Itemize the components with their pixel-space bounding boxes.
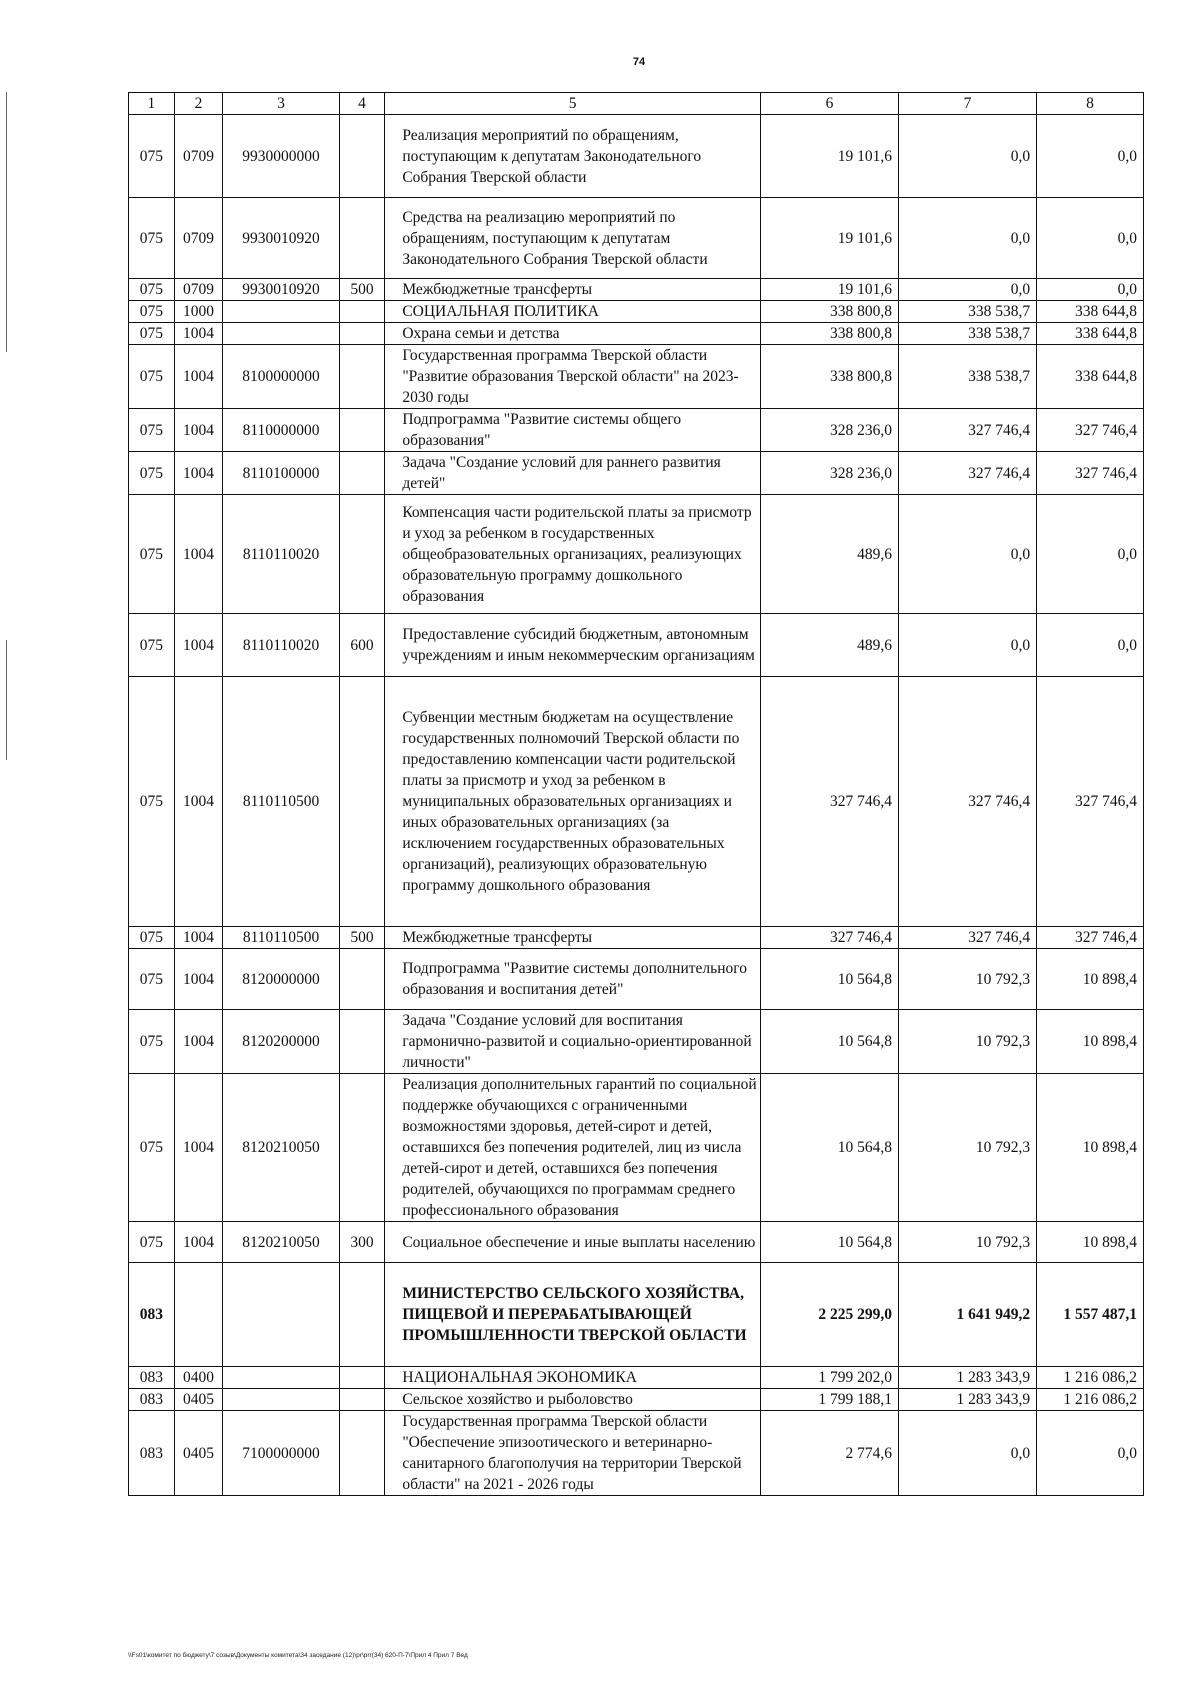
cell-amount-year2: 327 746,4 xyxy=(899,927,1037,949)
cell-expense-type xyxy=(339,115,385,198)
cell-amount-year3: 0,0 xyxy=(1037,198,1144,279)
table-row xyxy=(129,1010,1144,1074)
budget-table-body xyxy=(129,93,1144,1496)
cell-ved-code: 083 xyxy=(129,1411,175,1496)
table-row xyxy=(129,115,1144,198)
cell-amount-year3: 10 898,4 xyxy=(1037,1074,1144,1222)
cell-name: Субвенции местным бюджетам на осуществление государственных полномочий Тверской области по предоставлению компенсации части родительской платы за присмотр и уход за ребенком в муниципальных образовательных организациях и иных образовательных организациях (за исключением государственных образовательных организаций), реализующих образовательную программу дошкольного образования xyxy=(385,677,761,927)
cell-amount-year1: 327 746,4 xyxy=(761,677,899,927)
cell-amount-year3: 10 898,4 xyxy=(1037,1222,1144,1263)
cell-amount-year1: 338 800,8 xyxy=(761,301,899,323)
cell-amount-year1: 19 101,6 xyxy=(761,198,899,279)
cell-target-code xyxy=(223,1367,339,1389)
cell-name: Социальное обеспечение и иные выплаты населению xyxy=(385,1222,761,1263)
cell-amount-year3: 327 746,4 xyxy=(1037,927,1144,949)
cell-amount-year2: 0,0 xyxy=(899,198,1037,279)
cell-ved-code: 075 xyxy=(129,452,175,495)
cell-section-code: 1004 xyxy=(174,495,223,614)
cell-amount-year1: 338 800,8 xyxy=(761,345,899,409)
cell-amount-year2: 338 538,7 xyxy=(899,323,1037,345)
cell-expense-type xyxy=(339,301,385,323)
cell-amount-year3: 1 216 086,2 xyxy=(1037,1367,1144,1389)
table-row xyxy=(129,345,1144,409)
cell-section-code: 1004 xyxy=(174,1222,223,1263)
cell-name: Предоставление субсидий бюджетным, автономным учреждениям и иным некоммерческим организациям xyxy=(385,614,761,677)
cell-name: Сельское хозяйство и рыболовство xyxy=(385,1389,761,1411)
cell-amount-year3: 1 557 487,1 xyxy=(1037,1263,1144,1367)
column-header: 5 xyxy=(385,93,761,115)
cell-amount-year3: 0,0 xyxy=(1037,1411,1144,1496)
cell-amount-year3: 0,0 xyxy=(1037,495,1144,614)
cell-expense-type: 500 xyxy=(339,927,385,949)
cell-amount-year1: 489,6 xyxy=(761,495,899,614)
budget-table xyxy=(128,92,1144,1496)
column-header: 1 xyxy=(129,93,175,115)
cell-name: Охрана семьи и детства xyxy=(385,323,761,345)
cell-name: Компенсация части родительской платы за присмотр и уход за ребенком в государственных общеобразовательных организациях, реализующих образовательную программу дошкольного образования xyxy=(385,495,761,614)
cell-ved-code: 075 xyxy=(129,677,175,927)
column-header: 8 xyxy=(1037,93,1144,115)
cell-target-code: 8120200000 xyxy=(223,1010,339,1074)
cell-amount-year1: 19 101,6 xyxy=(761,115,899,198)
table-row xyxy=(129,1222,1144,1263)
cell-ved-code: 075 xyxy=(129,1074,175,1222)
cell-section-code: 0709 xyxy=(174,115,223,198)
cell-ved-code: 075 xyxy=(129,1222,175,1263)
cell-name: Средства на реализацию мероприятий по обращениям, поступающим к депутатам Законодательного Собрания Тверской области xyxy=(385,198,761,279)
cell-target-code xyxy=(223,1263,339,1367)
cell-amount-year3: 327 746,4 xyxy=(1037,677,1144,927)
cell-name: Реализация мероприятий по обращениям, поступающим к депутатам Законодательного Собрания Тверской области xyxy=(385,115,761,198)
cell-name: СОЦИАЛЬНАЯ ПОЛИТИКА xyxy=(385,301,761,323)
cell-amount-year1: 489,6 xyxy=(761,614,899,677)
cell-expense-type xyxy=(339,1367,385,1389)
cell-amount-year3: 1 216 086,2 xyxy=(1037,1389,1144,1411)
cell-ved-code: 075 xyxy=(129,1010,175,1074)
cell-amount-year3: 327 746,4 xyxy=(1037,409,1144,452)
cell-section-code: 0709 xyxy=(174,279,223,301)
cell-name: МИНИСТЕРСТВО СЕЛЬСКОГО ХОЗЯЙСТВА, ПИЩЕВОЙ И ПЕРЕРАБАТЫВАЮЩЕЙ ПРОМЫШЛЕННОСТИ ТВЕРСКОЙ ОБЛАСТИ xyxy=(385,1263,761,1367)
cell-name: Подпрограмма "Развитие системы дополнительного образования и воспитания детей" xyxy=(385,949,761,1010)
cell-ved-code: 075 xyxy=(129,927,175,949)
table-row xyxy=(129,409,1144,452)
cell-name: Задача "Создание условий для раннего развития детей" xyxy=(385,452,761,495)
cell-amount-year2: 0,0 xyxy=(899,1411,1037,1496)
table-row xyxy=(129,949,1144,1010)
cell-name: Подпрограмма "Развитие системы общего образования" xyxy=(385,409,761,452)
cell-amount-year2: 10 792,3 xyxy=(899,1074,1037,1222)
cell-section-code: 1004 xyxy=(174,677,223,927)
cell-ved-code: 083 xyxy=(129,1367,175,1389)
cell-target-code: 8110100000 xyxy=(223,452,339,495)
cell-ved-code: 075 xyxy=(129,301,175,323)
cell-amount-year3: 338 644,8 xyxy=(1037,345,1144,409)
cell-amount-year3: 338 644,8 xyxy=(1037,301,1144,323)
cell-expense-type: 600 xyxy=(339,614,385,677)
cell-target-code xyxy=(223,301,339,323)
cell-section-code: 1004 xyxy=(174,409,223,452)
cell-ved-code: 075 xyxy=(129,614,175,677)
cell-expense-type xyxy=(339,323,385,345)
header-row xyxy=(129,93,1144,115)
cell-name: Задача "Создание условий для воспитания гармонично-развитой и социально-ориентированной личности" xyxy=(385,1010,761,1074)
cell-expense-type xyxy=(339,1389,385,1411)
cell-amount-year2: 327 746,4 xyxy=(899,452,1037,495)
table-row xyxy=(129,301,1144,323)
cell-expense-type xyxy=(339,677,385,927)
cell-amount-year1: 1 799 202,0 xyxy=(761,1367,899,1389)
cell-section-code: 0405 xyxy=(174,1411,223,1496)
cell-name: Межбюджетные трансферты xyxy=(385,927,761,949)
table-row xyxy=(129,927,1144,949)
cell-amount-year3: 10 898,4 xyxy=(1037,949,1144,1010)
cell-target-code: 9930000000 xyxy=(223,115,339,198)
cell-amount-year3: 0,0 xyxy=(1037,614,1144,677)
cell-section-code: 1004 xyxy=(174,614,223,677)
cell-expense-type: 300 xyxy=(339,1222,385,1263)
column-header: 4 xyxy=(339,93,385,115)
cell-amount-year1: 10 564,8 xyxy=(761,949,899,1010)
table-row xyxy=(129,1411,1144,1496)
cell-amount-year2: 338 538,7 xyxy=(899,301,1037,323)
cell-ved-code: 075 xyxy=(129,495,175,614)
cell-expense-type xyxy=(339,495,385,614)
cell-amount-year2: 10 792,3 xyxy=(899,1010,1037,1074)
cell-amount-year3: 338 644,8 xyxy=(1037,323,1144,345)
cell-amount-year2: 1 283 343,9 xyxy=(899,1389,1037,1411)
cell-amount-year1: 338 800,8 xyxy=(761,323,899,345)
table-row xyxy=(129,677,1144,927)
cell-expense-type xyxy=(339,949,385,1010)
cell-target-code: 7100000000 xyxy=(223,1411,339,1496)
cell-expense-type xyxy=(339,409,385,452)
cell-amount-year1: 328 236,0 xyxy=(761,452,899,495)
cell-target-code: 9930010920 xyxy=(223,279,339,301)
cell-section-code: 0400 xyxy=(174,1367,223,1389)
cell-expense-type xyxy=(339,1263,385,1367)
table-row xyxy=(129,1367,1144,1389)
cell-expense-type xyxy=(339,1010,385,1074)
cell-amount-year1: 328 236,0 xyxy=(761,409,899,452)
cell-amount-year3: 0,0 xyxy=(1037,115,1144,198)
table-row xyxy=(129,452,1144,495)
cell-expense-type: 500 xyxy=(339,279,385,301)
table-row xyxy=(129,495,1144,614)
cell-ved-code: 083 xyxy=(129,1389,175,1411)
cell-section-code: 1000 xyxy=(174,301,223,323)
cell-amount-year2: 1 283 343,9 xyxy=(899,1367,1037,1389)
cell-amount-year2: 0,0 xyxy=(899,279,1037,301)
table-row xyxy=(129,323,1144,345)
cell-section-code: 1004 xyxy=(174,323,223,345)
cell-amount-year3: 0,0 xyxy=(1037,279,1144,301)
cell-amount-year2: 0,0 xyxy=(899,614,1037,677)
cell-name: Государственная программа Тверской области "Обеспечение эпизоотического и ветеринарно-санитарного благополучия на территории Тверской области" на 2021 - 2026 годы xyxy=(385,1411,761,1496)
cell-amount-year2: 10 792,3 xyxy=(899,1222,1037,1263)
cell-target-code: 8110000000 xyxy=(223,409,339,452)
cell-amount-year2: 327 746,4 xyxy=(899,409,1037,452)
page-number: 74 xyxy=(632,56,646,68)
cell-target-code: 8120210050 xyxy=(223,1222,339,1263)
cell-expense-type xyxy=(339,345,385,409)
column-header: 2 xyxy=(174,93,223,115)
cell-ved-code: 075 xyxy=(129,115,175,198)
scan-edge-mark xyxy=(6,92,7,352)
cell-amount-year2: 338 538,7 xyxy=(899,345,1037,409)
cell-target-code: 8110110500 xyxy=(223,927,339,949)
cell-target-code xyxy=(223,323,339,345)
column-header: 3 xyxy=(223,93,339,115)
cell-expense-type xyxy=(339,1074,385,1222)
table-row xyxy=(129,198,1144,279)
cell-section-code: 1004 xyxy=(174,949,223,1010)
cell-target-code: 8100000000 xyxy=(223,345,339,409)
file-path-footer: \\Fs01\комитет по бюджету\7 созыв\Документы комитета\34 заседание (12)\pr\prr(34) 620-П-7\Прил 4 Прил 7 Вед xyxy=(128,1652,468,1659)
cell-target-code: 9930010920 xyxy=(223,198,339,279)
cell-section-code: 1004 xyxy=(174,1074,223,1222)
cell-name: Государственная программа Тверской области "Развитие образования Тверской области" на 2023-2030 годы xyxy=(385,345,761,409)
cell-ved-code: 075 xyxy=(129,198,175,279)
cell-amount-year1: 2 225 299,0 xyxy=(761,1263,899,1367)
cell-target-code xyxy=(223,1389,339,1411)
cell-amount-year1: 1 799 188,1 xyxy=(761,1389,899,1411)
cell-amount-year2: 10 792,3 xyxy=(899,949,1037,1010)
cell-section-code xyxy=(174,1263,223,1367)
cell-ved-code: 083 xyxy=(129,1263,175,1367)
cell-amount-year1: 2 774,6 xyxy=(761,1411,899,1496)
cell-target-code: 8110110500 xyxy=(223,677,339,927)
cell-ved-code: 075 xyxy=(129,949,175,1010)
table-row xyxy=(129,614,1144,677)
cell-section-code: 1004 xyxy=(174,345,223,409)
cell-expense-type xyxy=(339,452,385,495)
cell-amount-year2: 0,0 xyxy=(899,115,1037,198)
cell-name: Реализация дополнительных гарантий по социальной поддержке обучающихся с ограниченными возможностями здоровья, детей-сирот и детей, оставшихся без попечения родителей, лиц из числа детей-сирот и детей, оставшихся без попечения родителей, обучающихся по программам среднего профессионального образования xyxy=(385,1074,761,1222)
cell-ved-code: 075 xyxy=(129,409,175,452)
cell-section-code: 1004 xyxy=(174,452,223,495)
cell-section-code: 0405 xyxy=(174,1389,223,1411)
cell-amount-year2: 327 746,4 xyxy=(899,677,1037,927)
cell-amount-year3: 10 898,4 xyxy=(1037,1010,1144,1074)
cell-amount-year1: 10 564,8 xyxy=(761,1010,899,1074)
cell-target-code: 8110110020 xyxy=(223,495,339,614)
cell-name: Межбюджетные трансферты xyxy=(385,279,761,301)
cell-amount-year1: 327 746,4 xyxy=(761,927,899,949)
cell-amount-year3: 327 746,4 xyxy=(1037,452,1144,495)
cell-ved-code: 075 xyxy=(129,323,175,345)
table-row xyxy=(129,1389,1144,1411)
cell-target-code: 8120210050 xyxy=(223,1074,339,1222)
column-header: 7 xyxy=(899,93,1037,115)
cell-amount-year2: 0,0 xyxy=(899,495,1037,614)
cell-section-code: 1004 xyxy=(174,927,223,949)
cell-target-code: 8120000000 xyxy=(223,949,339,1010)
cell-ved-code: 075 xyxy=(129,345,175,409)
cell-target-code: 8110110020 xyxy=(223,614,339,677)
scan-edge-mark xyxy=(6,640,7,760)
table-row xyxy=(129,1263,1144,1367)
cell-name: НАЦИОНАЛЬНАЯ ЭКОНОМИКА xyxy=(385,1367,761,1389)
cell-ved-code: 075 xyxy=(129,279,175,301)
cell-amount-year2: 1 641 949,2 xyxy=(899,1263,1037,1367)
cell-amount-year1: 19 101,6 xyxy=(761,279,899,301)
cell-amount-year1: 10 564,8 xyxy=(761,1074,899,1222)
cell-section-code: 0709 xyxy=(174,198,223,279)
column-header: 6 xyxy=(761,93,899,115)
cell-expense-type xyxy=(339,198,385,279)
cell-section-code: 1004 xyxy=(174,1010,223,1074)
cell-amount-year1: 10 564,8 xyxy=(761,1222,899,1263)
table-row xyxy=(129,279,1144,301)
cell-expense-type xyxy=(339,1411,385,1496)
table-row xyxy=(129,1074,1144,1222)
